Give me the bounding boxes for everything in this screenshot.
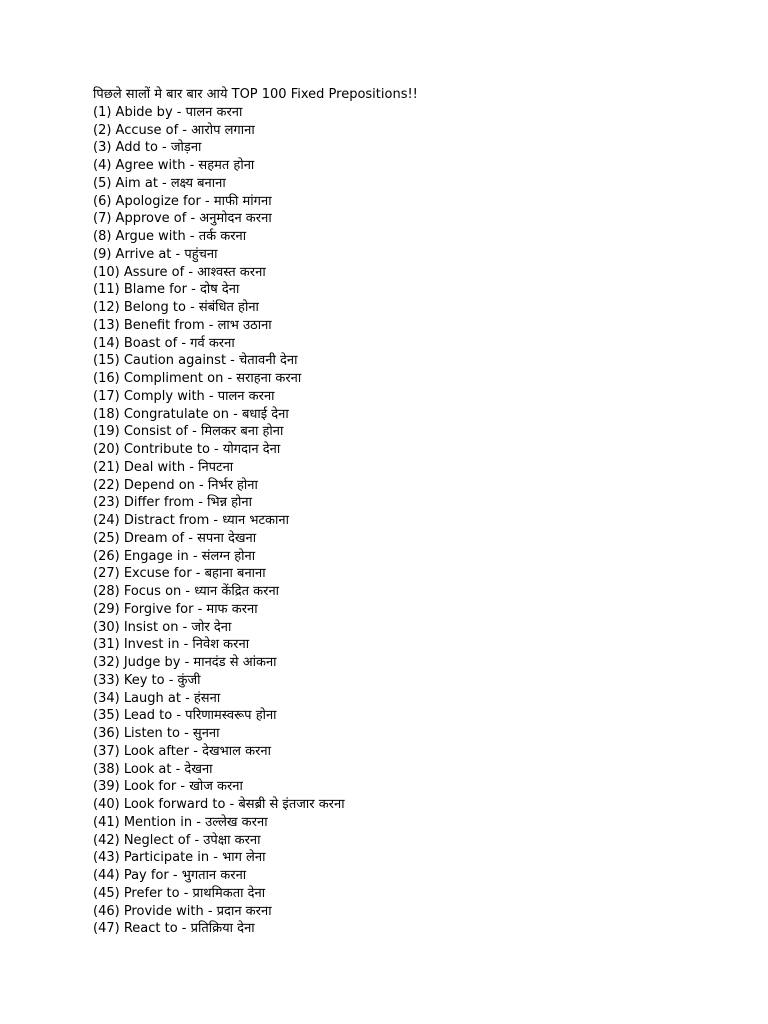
list-item: (34) Laugh at - हंसना xyxy=(93,690,221,706)
list-item: (43) Participate in - भाग लेना xyxy=(93,850,266,866)
list-item: (41) Mention in - उल्लेख करना xyxy=(93,814,268,830)
list-item: (23) Differ from - भिन्न होना xyxy=(93,495,252,511)
list-item: (22) Depend on - निर्भर होना xyxy=(93,477,258,493)
list-item: (47) React to - प्रतिक्रिया देना xyxy=(93,921,255,937)
list-item: (28) Focus on - ध्यान केंद्रित करना xyxy=(93,584,280,599)
list-item: (9) Arrive at - पहुंचना xyxy=(93,246,218,262)
list-item: (1) Abide by - पालन करना xyxy=(93,104,243,120)
list-item: (8) Argue with - तर्क करना xyxy=(93,229,247,244)
list-item: (33) Key to - कुंजी xyxy=(93,672,201,688)
list-item: (44) Pay for - भुगतान करना xyxy=(93,868,247,883)
list-item: (13) Benefit from - लाभ उठाना xyxy=(93,317,272,333)
list-item: (32) Judge by - मानदंड से आंकना xyxy=(93,655,277,670)
list-item: (45) Prefer to - प्राथमिकता देना xyxy=(93,885,266,901)
list-item: (38) Look at - देखना xyxy=(93,761,213,777)
list-item: (24) Distract from - ध्यान भटकाना xyxy=(93,513,289,528)
list-item: (46) Provide with - प्रदान करना xyxy=(93,903,272,919)
list-item: (12) Belong to - संबंधित होना xyxy=(93,300,259,315)
list-item: (18) Congratulate on - बधाई देना xyxy=(93,406,289,422)
list-item: (17) Comply with - पालन करना xyxy=(93,388,275,404)
list-item: (20) Contribute to - योगदान देना xyxy=(93,442,281,457)
list-item: (4) Agree with - सहमत होना xyxy=(93,158,255,173)
list-item: (27) Excuse for - बहाना बनाना xyxy=(93,566,266,582)
list-item: (2) Accuse of - आरोप लगाना xyxy=(93,122,255,138)
list-item: (7) Approve of - अनुमोदन करना xyxy=(93,211,272,227)
list-item: (5) Aim at - लक्ष्य बनाना xyxy=(93,175,226,191)
list-item: (26) Engage in - संलग्न होना xyxy=(93,548,256,564)
list-item: (10) Assure of - आश्वस्त करना xyxy=(93,264,266,280)
list-item: (11) Blame for - दोष देना xyxy=(93,282,240,298)
list-item: (35) Lead to - परिणामस्वरूप होना xyxy=(93,708,277,724)
list-item: (29) Forgive for - माफ करना xyxy=(93,601,258,617)
list-item: (31) Invest in - निवेश करना xyxy=(93,637,250,653)
list-item: (15) Caution against - चेतावनी देना xyxy=(93,353,298,369)
list-item: (21) Deal with - निपटना xyxy=(93,459,234,475)
list-item: (19) Consist of - मिलकर बना होना xyxy=(93,424,284,440)
document-body xyxy=(93,86,713,938)
list-item: (39) Look for - खोज करना xyxy=(93,779,243,795)
list-item: (16) Compliment on - सराहना करना xyxy=(93,371,302,386)
preposition-list xyxy=(93,104,713,938)
list-item: (14) Boast of - गर्व करना xyxy=(93,335,235,351)
list-item: (30) Insist on - जोर देना xyxy=(93,619,232,635)
list-item: (6) Apologize for - माफी मांगना xyxy=(93,193,272,209)
list-item: (37) Look after - देखभाल करना xyxy=(93,743,271,759)
document-heading: पिछले सालों मे बार बार आये TOP 100 Fixed Prepositions!! xyxy=(93,87,418,102)
list-item: (42) Neglect of - उपेक्षा करना xyxy=(93,832,261,848)
list-item: (36) Listen to - सुनना xyxy=(93,726,220,741)
list-item: (3) Add to - जोड़ना xyxy=(93,140,202,156)
list-item: (25) Dream of - सपना देखना xyxy=(93,530,257,546)
list-item: (40) Look forward to - बेसब्री से इंतजार करना xyxy=(93,797,345,812)
